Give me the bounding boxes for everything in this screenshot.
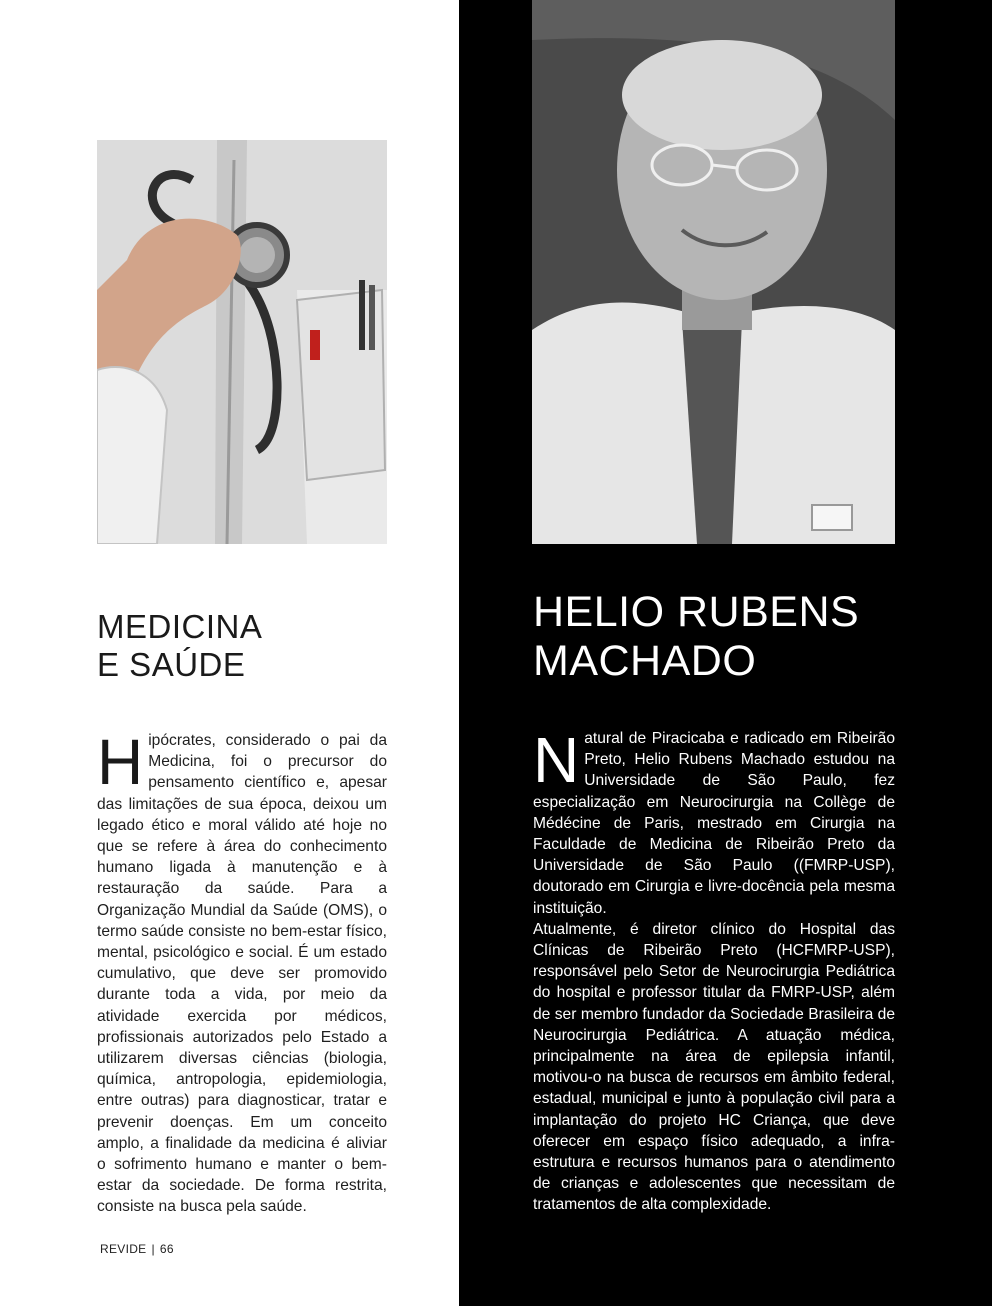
right-paragraph-1: atural de Piracicaba e radicado em Ribeirão Preto, Helio Rubens Machado estudou na Universidade de São Paulo, fez especialização em Neurocirurgia na Collège de Médécine de Paris, mestrado em Cirurgia na Faculdade de Medicina de Ribeirão Preto da Universidade de São Paulo ((FMRP-USP), doutorado em Cirurgia e livre-docência pela mesma instituição. — [533, 730, 895, 917]
right-title-line-1: HELIO RUBENS — [533, 588, 860, 636]
right-drop-cap: N — [533, 724, 580, 796]
left-title-line-2: E SAÚDE — [97, 645, 246, 683]
left-section-title — [97, 608, 397, 684]
right-article-body — [533, 724, 895, 1216]
footer-separator: | — [151, 1242, 155, 1256]
publication-name: REVIDE — [100, 1242, 147, 1256]
page-number: 66 — [159, 1242, 174, 1256]
left-title-line-1: MEDICINA — [97, 608, 263, 645]
right-paragraph-2: Atualmente, é diretor clínico do Hospital das Clínicas de Ribeirão Preto (HCFMRP-USP), responsável pelo Setor de Neurocirurgia Pediátrica do hospital e professor titular da FMRP-USP, além de ser membro fundador da Sociedade Brasileira de Neurocirurgia Pediátrica. A atuação médica, principalmente na área de epilepsia infantil, motivou-o na busca de recursos em âmbito federal, estadual, municipal e junto à população civil para a implantação do projeto HC Criança, que deve oferecer em espaço físico adequado, a infra-estrutura e recursos humanos para o atendimento de crianças e adolescentes que necessitam de tratamentos de alta complexidade. — [533, 920, 895, 1214]
left-article-body — [97, 726, 387, 1218]
portrait-illustration — [532, 0, 895, 544]
page-footer — [100, 1242, 174, 1256]
stethoscope-illustration — [97, 140, 387, 544]
right-section-title — [533, 588, 933, 687]
stethoscope-photo — [97, 140, 387, 544]
left-drop-cap: H — [97, 726, 144, 798]
right-title-line-2: MACHADO — [533, 637, 757, 686]
left-paragraph: ipócrates, considerado o pai da Medicina, foi o precursor do pensamento científico e, apesar das limitações de sua época, deixou um legado ético e moral válido até hoje no que se refere à área do conhecimento humano ligada à manutenção e à restauração da saúde. Para a Organização Mundial da Saúde (OMS), o termo saúde consiste no bem-estar físico, mental, psicológico e social. É um estado cumulativo, que deve ser promovido durante toda a vida, por meio da atividade exercida por médicos, profissionais autorizados pelo Estado a utilizarem diversas ciências (biologia, química, antropologia, epidemiologia, entre outras) para diagnosticar, tratar e prevenir doenças. Em um conceito amplo, a finalidade da medicina é aliviar o sofrimento humano e manter o bem-estar da sociedade. De forma restrita, consiste na busca pela saúde. — [97, 732, 387, 1216]
portrait-photo — [532, 0, 895, 544]
